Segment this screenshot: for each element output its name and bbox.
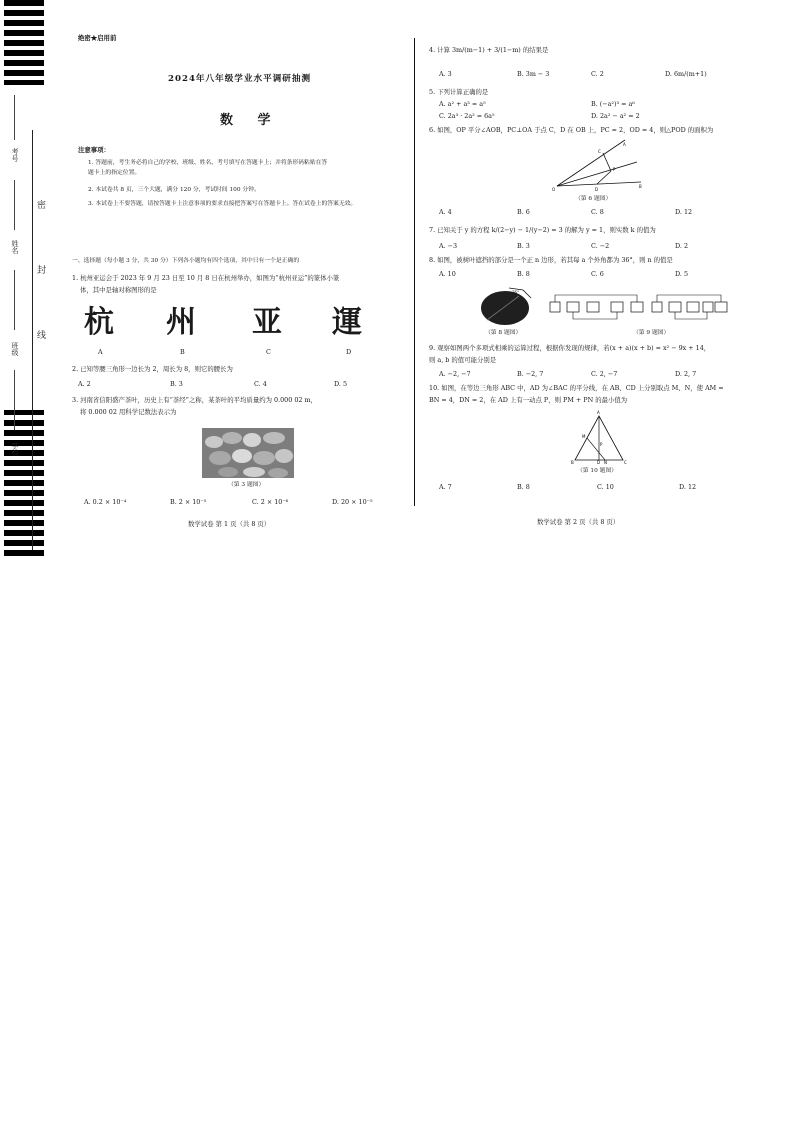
q10-option-a: A. 7 xyxy=(439,483,452,491)
page-1-footer: 数学试卷 第 1 页（共 8 页） xyxy=(188,520,271,528)
q1-label-c: C xyxy=(266,348,271,356)
q4-option-c: C. 2 xyxy=(591,70,604,78)
q3-caption: （第 3 题图） xyxy=(228,482,265,488)
notice-line-3: 2. 本试卷共 8 页，三个大题，满分 120 分，考试时间 100 分钟。 xyxy=(88,187,260,193)
svg-text:C: C xyxy=(598,149,601,154)
q3-option-d: D. 20 × 10⁻⁵ xyxy=(332,498,373,506)
exam-sheet xyxy=(0,0,794,560)
q9-option-c: C. 2, −7 xyxy=(591,370,618,378)
q7-option-c: C. −2 xyxy=(591,242,610,250)
svg-text:B: B xyxy=(639,184,642,189)
svg-text:O: O xyxy=(552,187,556,192)
q9-figure-left xyxy=(549,292,645,322)
field-label-class: 班级 xyxy=(11,342,19,356)
svg-text:D: D xyxy=(595,187,599,192)
q10-caption: （第 10 题图） xyxy=(577,468,618,474)
q3-option-c: C. 2 × 10⁻⁶ xyxy=(252,498,289,506)
q10-option-d: D. 12 xyxy=(679,483,697,491)
page-2 xyxy=(425,0,775,540)
q3-line-2: 将 0.000 02 用科学记数法表示为 xyxy=(80,408,177,416)
subject-title: 数 学 xyxy=(220,113,281,128)
q8-caption: （第 8 题图） xyxy=(485,330,522,336)
field-label-name: 姓名 xyxy=(11,240,19,254)
svg-text:M: M xyxy=(582,434,586,439)
seal-char-xian: 线 xyxy=(35,330,45,339)
binding-strip xyxy=(0,0,48,558)
q1-option-a-glyph: 杭 xyxy=(84,305,114,340)
q1-option-b-glyph: 州 xyxy=(166,305,196,340)
notice-line-1: 1. 答题前，考生务必将自己的学校、班级、姓名、考号填写在答题卡上；并将条形码粘贴在答 xyxy=(88,160,328,166)
q8-option-b: B. 8 xyxy=(517,270,530,278)
q2-stem: 2. 已知等腰三角形一边长为 2，周长为 8，则它的腰长为 xyxy=(72,365,233,373)
q1-label-a: A xyxy=(98,348,103,356)
q1-option-d-glyph: 運 xyxy=(332,305,362,340)
svg-text:A: A xyxy=(623,142,626,147)
page-2-footer: 数学试卷 第 2 页（共 8 页） xyxy=(537,518,620,526)
q7-option-b: B. 3 xyxy=(517,242,530,250)
q3-option-a: A. 0.2 × 10⁻⁴ xyxy=(84,498,127,506)
q4-option-d: D. 6m/(m+1) xyxy=(665,70,707,78)
q8-option-a: A. 10 xyxy=(439,270,456,278)
q5-option-a: A. a² + a³ = a⁵ xyxy=(439,100,486,108)
q10-line-2: BN = 4，DN = 2，在 AD 上有一动点 P，则 PM + PN 的最小值为 xyxy=(429,396,628,404)
q9-figure-right xyxy=(651,292,729,322)
q5-stem: 5. 下列计算正确的是 xyxy=(429,88,489,96)
notice-heading: 注意事项： xyxy=(78,146,110,154)
q8-stem: 8. 如图，被树叶遮挡的部分是一个正 n 边形，若其每 a 个外角都为 36°，则 n 的值是 xyxy=(429,256,673,264)
q2-option-b: B. 3 xyxy=(170,380,183,388)
q3-line-1: 3. 河南省信阳盛产茶叶，历史上有“茶经”之称，某茶叶的平均质量约为 0.000 02 m， xyxy=(72,396,317,404)
q7-stem: 7. 已知关于 y 的方程 k/(2−y) − 1/(y−2) = 3 的解为 y = 1，则实数 k 的值为 xyxy=(429,226,656,234)
notice-line-4: 3. 本试卷上不要答题，请按答题卡上注意事项的要求直接把答案写在答题卡上。答在试卷上的答案无效。 xyxy=(88,201,357,207)
q1-label-b: B xyxy=(180,348,185,356)
q1-label-d: D xyxy=(346,348,352,356)
notice-line-2: 题卡上的指定位置。 xyxy=(88,170,141,176)
q1-line-2: 体，其中是轴对称图形的是 xyxy=(80,286,157,294)
q10-option-c: C. 10 xyxy=(597,483,614,491)
q8-option-c: C. 6 xyxy=(591,270,604,278)
q9-option-a: A. −2, −7 xyxy=(439,370,471,378)
page-1 xyxy=(70,0,410,540)
svg-text:N: N xyxy=(604,460,607,465)
field-label-exam-no: 考号 xyxy=(11,148,19,162)
q9-line-2: 则 a, b 的值可能分别是 xyxy=(429,356,497,364)
q7-option-d: D. 2 xyxy=(675,242,689,250)
q10-line-1: 10. 如图，在等边三角形 ABC 中，AD 为∠BAC 的平分线，在 AB、CD 上分别取点 M、N，使 AM = xyxy=(429,384,724,392)
q9-option-b: B. −2, 7 xyxy=(517,370,544,378)
q9-line-1: 9. 观察如图两个多项式相乘的运算过程，根据你发现的规律，若(x + a)(x + b) = x² − 9x + 14， xyxy=(429,344,711,352)
q2-option-a: A. 2 xyxy=(78,380,91,388)
q6-option-d: D. 12 xyxy=(675,208,693,216)
field-label-school: 学校 xyxy=(11,442,19,456)
svg-text:P: P xyxy=(613,167,616,172)
svg-text:C: C xyxy=(624,460,627,465)
q8-leaf-figure xyxy=(479,284,533,328)
svg-text:36°: 36° xyxy=(512,290,520,295)
q4-stem: 4. 计算 3m/(m−1) + 3/(1−m) 的结果是 xyxy=(429,46,549,54)
q5-option-c: C. 2a³ · 2a² = 6a⁵ xyxy=(439,112,495,120)
svg-text:A: A xyxy=(597,410,600,415)
q7-option-a: A. −3 xyxy=(439,242,458,250)
section-1-heading: 一、选择题（每小题 3 分，共 30 分）下列各小题均有四个选项，其中只有一个是正确的 xyxy=(72,258,300,264)
q9-option-d: D. 2, 7 xyxy=(675,370,697,378)
q3-option-b: B. 2 × 10⁻⁵ xyxy=(170,498,207,506)
seal-char-mi: 密 xyxy=(35,200,45,209)
q1-option-c-glyph: 亚 xyxy=(252,305,282,340)
svg-text:D: D xyxy=(597,460,601,465)
q6-figure xyxy=(552,138,645,196)
q2-option-c: C. 4 xyxy=(254,380,267,388)
q9-caption: （第 9 题图） xyxy=(633,330,670,336)
svg-text:P: P xyxy=(600,442,603,447)
q5-option-d: D. 2a² − a² = 2 xyxy=(591,112,640,120)
q6-stem: 6. 如图，OP 平分∠AOB，PC⊥OA 于点 C，D 在 OB 上，PC = 2，OD = 4，则△POD 的面积为 xyxy=(429,126,714,134)
q3-tea-photo xyxy=(202,428,294,478)
q10-triangle-figure xyxy=(571,410,627,465)
q4-option-a: A. 3 xyxy=(439,70,452,78)
q8-option-d: D. 5 xyxy=(675,270,689,278)
page-divider xyxy=(414,38,415,506)
q1-line-1: 1. 杭州亚运会于 2023 年 9 月 23 日至 10 月 8 日在杭州举办，如图为“杭州亚运”的篆体小篆 xyxy=(72,274,340,282)
q10-option-b: B. 8 xyxy=(517,483,530,491)
q4-option-b: B. 3m − 3 xyxy=(517,70,550,78)
q2-option-d: D. 5 xyxy=(334,380,348,388)
q6-caption: （第 6 题图） xyxy=(575,196,612,202)
secret-mark: 绝密★启用前 xyxy=(78,34,117,42)
exam-title: 2024年八年级学业水平调研抽测 xyxy=(168,74,312,84)
seal-char-feng: 封 xyxy=(35,265,45,274)
q6-option-a: A. 4 xyxy=(439,208,452,216)
svg-text:B: B xyxy=(571,460,574,465)
q6-option-c: C. 8 xyxy=(591,208,604,216)
q5-option-b: B. (−a²)³ = a⁶ xyxy=(591,100,635,108)
q6-option-b: B. 6 xyxy=(517,208,530,216)
